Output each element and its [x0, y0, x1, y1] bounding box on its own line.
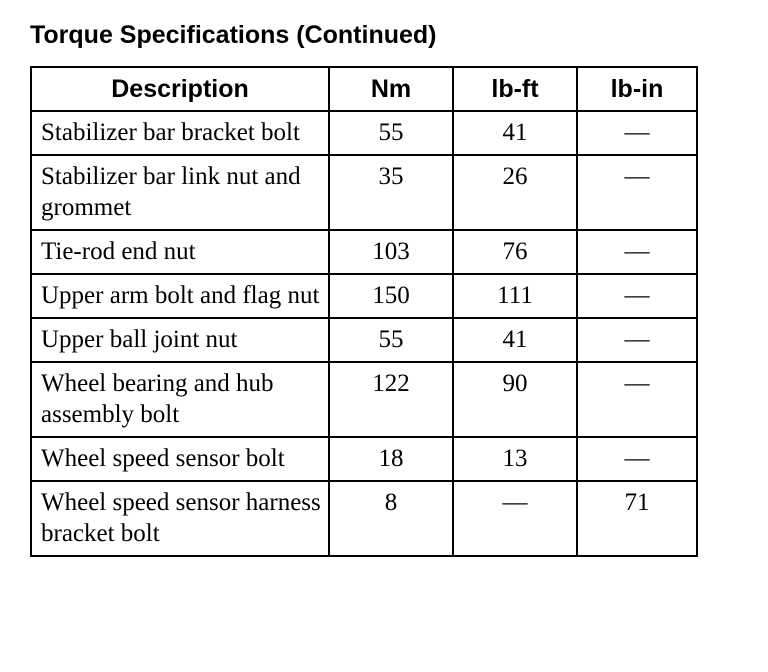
- cell-description: Upper ball joint nut: [31, 318, 329, 362]
- cell-lb-ft: 41: [453, 318, 577, 362]
- table-row: [31, 230, 697, 274]
- table-row: [31, 111, 697, 155]
- cell-lb-in: —: [577, 111, 697, 155]
- cell-description: Upper arm bolt and flag nut: [31, 274, 329, 318]
- cell-lb-in: 71: [577, 481, 697, 556]
- table-row: [31, 318, 697, 362]
- cell-lb-ft: 111: [453, 274, 577, 318]
- cell-lb-ft: 26: [453, 155, 577, 230]
- cell-lb-in: —: [577, 437, 697, 481]
- cell-lb-ft: 90: [453, 362, 577, 437]
- cell-lb-ft: —: [453, 481, 577, 556]
- cell-lb-ft: 13: [453, 437, 577, 481]
- header-lb-in: lb-in: [577, 67, 697, 111]
- torque-spec-table: [30, 66, 698, 557]
- cell-nm: 55: [329, 318, 453, 362]
- cell-description: Wheel speed sensor bolt: [31, 437, 329, 481]
- cell-lb-in: —: [577, 155, 697, 230]
- cell-description: Stabilizer bar link nut and grommet: [31, 155, 329, 230]
- cell-nm: 35: [329, 155, 453, 230]
- cell-lb-in: —: [577, 362, 697, 437]
- cell-nm: 122: [329, 362, 453, 437]
- cell-description: Tie-rod end nut: [31, 230, 329, 274]
- cell-lb-in: —: [577, 318, 697, 362]
- cell-lb-ft: 76: [453, 230, 577, 274]
- cell-description: Wheel speed sensor harness bracket bolt: [31, 481, 329, 556]
- cell-nm: 8: [329, 481, 453, 556]
- cell-nm: 150: [329, 274, 453, 318]
- header-lb-ft: lb-ft: [453, 67, 577, 111]
- cell-lb-in: —: [577, 230, 697, 274]
- table-row: [31, 155, 697, 230]
- header-nm: Nm: [329, 67, 453, 111]
- table-row: [31, 362, 697, 437]
- table-row: [31, 274, 697, 318]
- cell-lb-in: —: [577, 274, 697, 318]
- header-description: Description: [31, 67, 329, 111]
- table-row: [31, 481, 697, 556]
- page-title: Torque Specifications (Continued): [30, 21, 437, 49]
- table-header-row: [31, 67, 697, 111]
- cell-lb-ft: 41: [453, 111, 577, 155]
- table-row: [31, 437, 697, 481]
- cell-nm: 18: [329, 437, 453, 481]
- cell-nm: 55: [329, 111, 453, 155]
- cell-description: Stabilizer bar bracket bolt: [31, 111, 329, 155]
- cell-nm: 103: [329, 230, 453, 274]
- cell-description: Wheel bearing and hub assembly bolt: [31, 362, 329, 437]
